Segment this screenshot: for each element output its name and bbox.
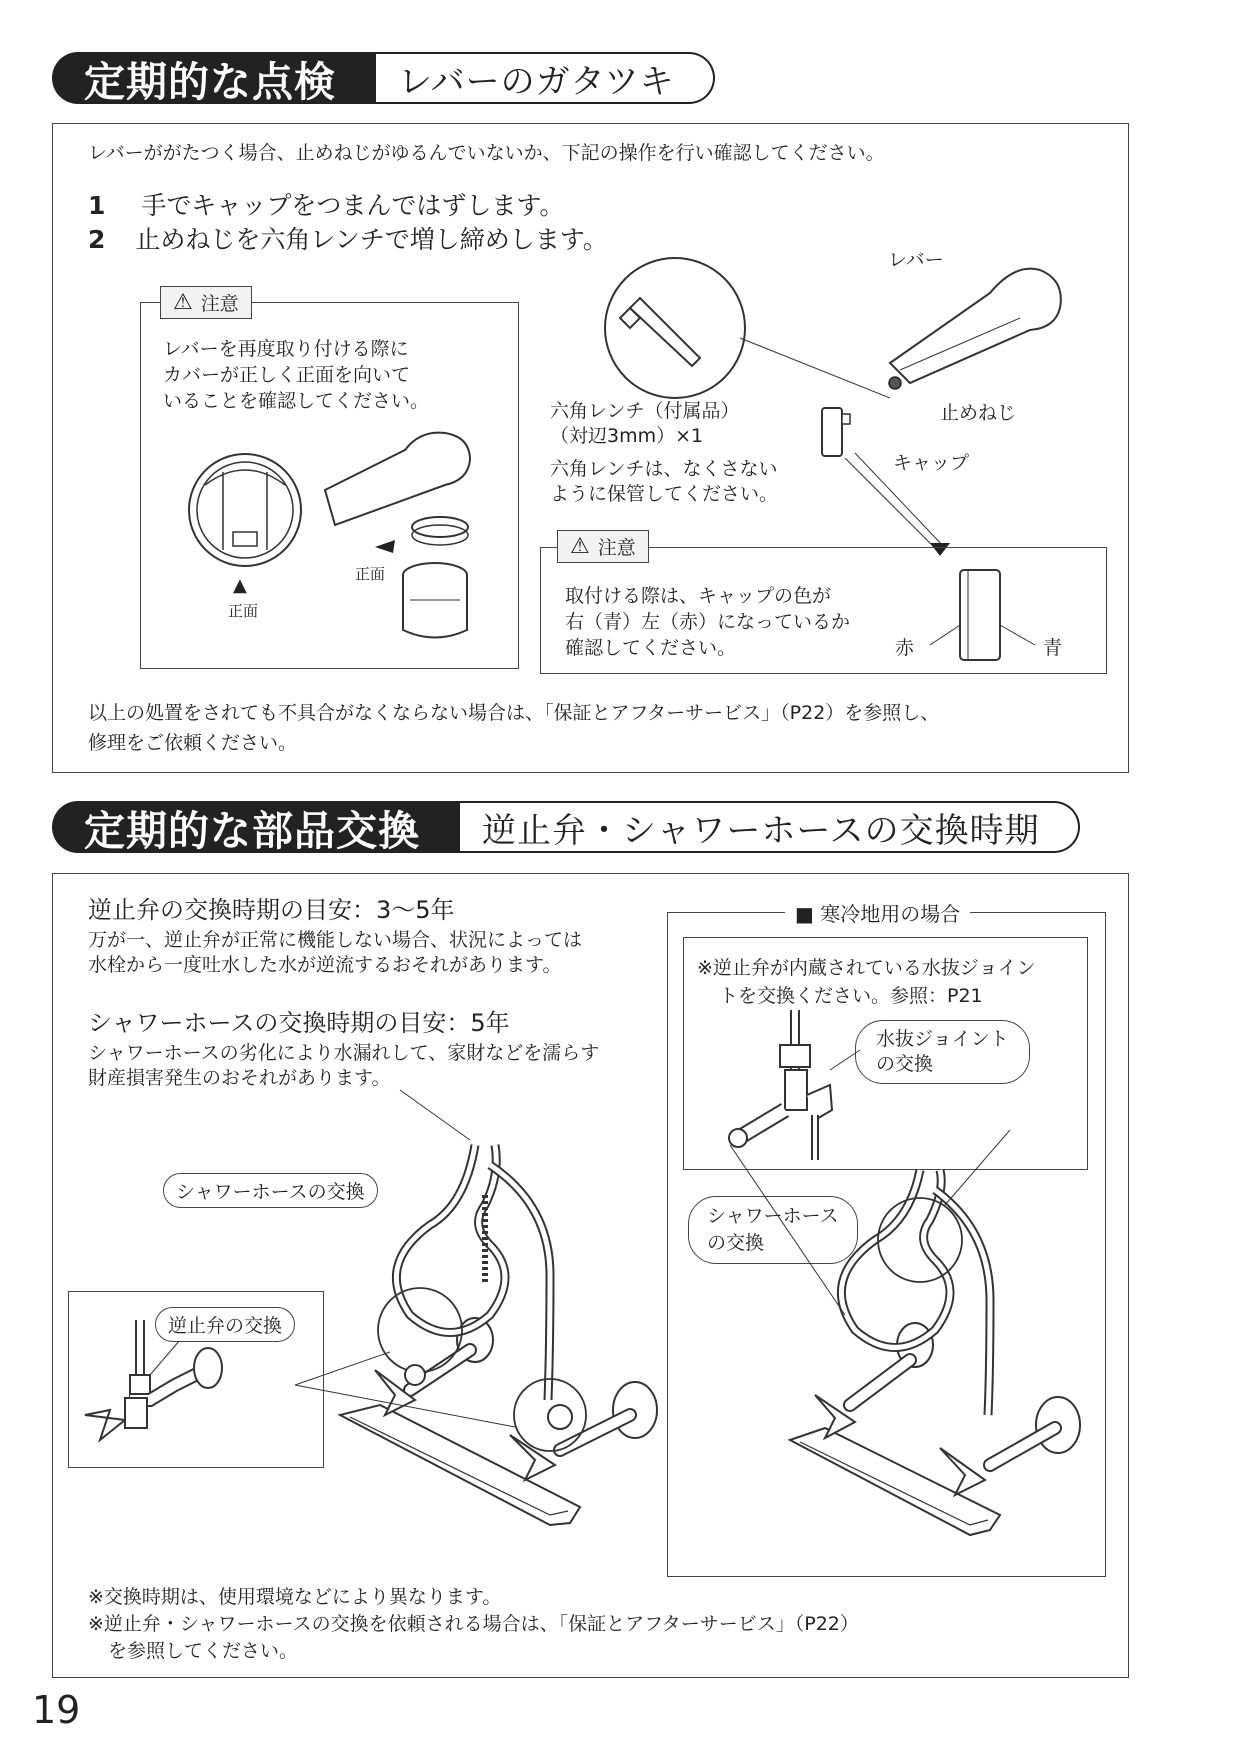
caution-label: 注意 [597, 537, 636, 559]
cover-top-view-illustration [185, 450, 305, 590]
caution-line: 右（青）左（赤）になっているか [565, 611, 851, 633]
note-line: ※交換時期は、使用環境などにより異なります。 [88, 1586, 502, 1608]
warning-icon: ⚠ [173, 290, 193, 315]
page-number: 19 [32, 1688, 81, 1732]
note-line: を参照してください。 [108, 1640, 299, 1662]
check-valve-title: 逆止弁の交換時期の目安：3〜5年 [88, 896, 455, 924]
caution-line: 取付ける際は、キャップの色が [565, 585, 832, 607]
wrench-label-line: 六角レンチ（付属品） [550, 400, 740, 422]
faucet-hose-illustration [320, 1145, 700, 1565]
cap-label: キャップ [893, 452, 970, 474]
text-line: 水栓から一度吐水した水が逆流するおそれがあります。 [88, 954, 562, 976]
caution-line: レバーを再度取り付ける際に [163, 338, 409, 360]
wrench-note [550, 457, 778, 507]
cap-color-illustration [920, 565, 1050, 665]
caution-1-text [163, 336, 429, 414]
caution-line: 確認してください。 [565, 637, 737, 659]
set-screw-label: 止めねじ [940, 402, 1017, 424]
text-line: 万が一、逆止弁が正常に機能しない場合、状況によっては [88, 929, 583, 951]
leader-line-hose [360, 1070, 480, 1140]
valve-replace-label: 逆止弁の交換 [155, 1307, 295, 1342]
wrench-note-line: ように保管してください。 [550, 483, 779, 505]
front-label-b: 正面 [355, 565, 386, 583]
note-line: トを交換ください。参照：P21 [719, 985, 983, 1007]
section2-subtitle: 逆止弁・シャワーホースの交換時期 [460, 801, 1080, 853]
text-line: 財産損害発生のおそれがあります。 [88, 1067, 391, 1089]
red-label: 赤 [895, 637, 915, 659]
label-line: の交換 [876, 1053, 934, 1075]
blue-label: 青 [1043, 637, 1063, 659]
section1-header [52, 52, 715, 104]
hose-title: シャワーホースの交換時期の目安：5年 [88, 1009, 510, 1037]
step-text: 止めねじを六角レンチで増し締めします。 [135, 225, 608, 254]
step-2 [88, 220, 608, 256]
caution-line: いることを確認してください。 [163, 390, 430, 412]
caution-2-text [565, 583, 850, 661]
step-1 [88, 186, 564, 222]
section2-notes [88, 1584, 859, 1665]
caution-label: 注意 [200, 293, 239, 315]
warning-icon: ⚠ [570, 534, 590, 559]
label-line: の交換 [707, 1232, 765, 1254]
cold-faucet-illustration [780, 1170, 1080, 1560]
section1-footer [88, 698, 939, 758]
front-arrow-a: ▲ [233, 575, 247, 596]
section1-intro: レバーががたつく場合、止めねじがゆるんでいないか、下記の操作を行い確認してください。 [88, 142, 885, 164]
joint-replace-label [855, 1020, 1030, 1084]
label-line: 水抜ジョイント [876, 1028, 1009, 1050]
caution-tag-1 [160, 286, 252, 319]
check-valve-text [88, 928, 582, 978]
hose-text [88, 1041, 599, 1091]
wrench-label [550, 399, 740, 449]
section2-title: 定期的な部品交換 [52, 801, 460, 853]
step-number: 1 [88, 191, 106, 220]
lever-assembly-illustration [320, 425, 500, 655]
wrench-note-line: 六角レンチは、なくさない [550, 458, 778, 480]
note-line: ※逆止弁・シャワーホースの交換を依頼される場合は、「保証とアフターサービス」（P22） [88, 1613, 859, 1635]
step-number: 2 [88, 225, 106, 254]
section1-subtitle: レバーのガタツキ [376, 52, 715, 104]
hose-replace-label: シャワーホースの交換 [163, 1173, 378, 1208]
cold-region-title: ■ 寒冷地用の場合 [785, 898, 970, 927]
caution-line: カバーが正しく正面を向いて [163, 364, 411, 386]
cold-note [697, 954, 1036, 1010]
section2-header [52, 801, 1080, 853]
label-line: シャワーホース [707, 1205, 839, 1227]
front-label-a: 正面 [228, 602, 259, 620]
footer-line: 修理をご依頼ください。 [88, 732, 298, 754]
wrench-label-line: （対辺3mm）×1 [550, 425, 704, 447]
step-text: 手でキャップをつまんではずします。 [141, 191, 565, 220]
caution-tag-2 [557, 530, 649, 563]
note-line: ※逆止弁が内蔵されている水抜ジョイン [697, 957, 1036, 979]
lever-label: レバー [888, 249, 944, 271]
drain-joint-illustration [720, 1010, 870, 1160]
text-line: シャワーホースの劣化により水漏れして、家財などを濡らす [88, 1042, 600, 1064]
footer-line: 以上の処置をされても不具合がなくならない場合は、「保証とアフターサービス」（P22）を参照し、 [88, 702, 940, 724]
section1-title: 定期的な点検 [52, 52, 376, 104]
